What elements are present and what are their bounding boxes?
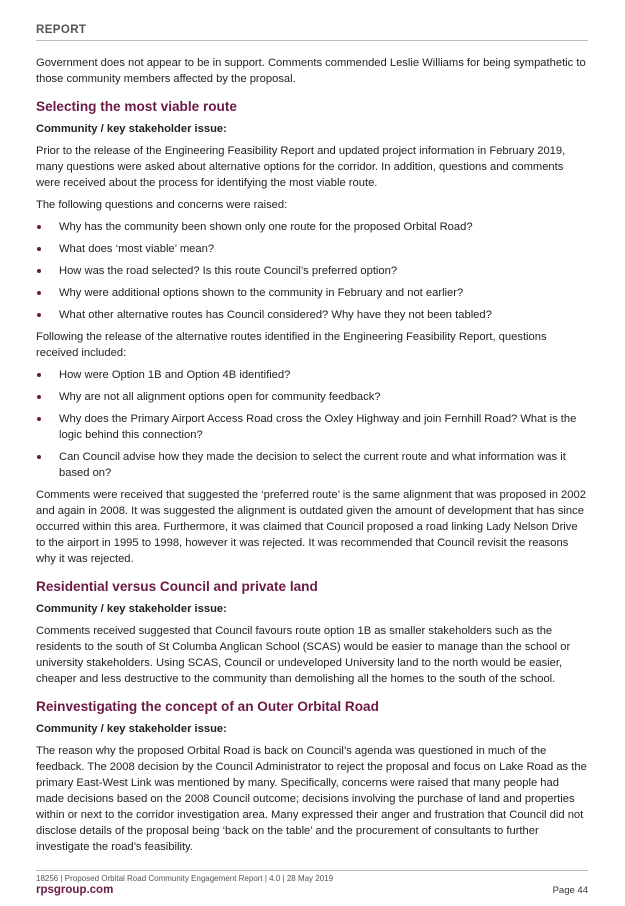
- paragraph: Following the release of the alternative routes identified in the Engineering Feasibility Report, questions received included:: [36, 331, 547, 359]
- report-page: [36, 24, 588, 861]
- question-list: [36, 219, 588, 323]
- footer-rule: [36, 870, 588, 871]
- page-number: Page 44: [552, 885, 588, 896]
- list-item: How was the road selected? Is this route Council’s preferred option?: [36, 263, 588, 279]
- list-item: Why are not all alignment options open for community feedback?: [36, 389, 588, 405]
- list-item: How were Option 1B and Option 4B identified?: [36, 367, 588, 383]
- list-item: Can Council advise how they made the decision to select the current route and what information was it based on?: [36, 449, 588, 481]
- list-item: What does ‘most viable’ mean?: [36, 241, 588, 257]
- paragraph: Prior to the release of the Engineering Feasibility Report and updated project information in February 2019, many questions were asked about alternative options for the corridor. In addition, questions and comments were received about the process for identifying the most viable route.: [36, 145, 566, 189]
- paragraph: Comments received suggested that Council favours route option 1B as smaller stakeholders such as the residents to the south of St Columba Anglican School (SCAS) would be easier to manage than the school or university stakeholders. Using SCAS, Council or undeveloped University land to the north would be easier, cheaper and less destructive to the community than demolishing all the homes to the south of the school.: [36, 625, 571, 685]
- issue-label: Community / key stakeholder issue:: [36, 723, 227, 735]
- page-footer: [36, 870, 588, 896]
- paragraph: Comments were received that suggested the ‘preferred route’ is the same alignment that was proposed in 2002 and again in 2008. It was suggested the alignment is outdated given the amount of development that has since occurred within this area. Furthermore, it was claimed that Council proposed a road linking Lady Nelson Drive to the airport in 1995 to 1998, however it was rejected. It was recommended that Council revisit the reasons why it was rejected.: [36, 489, 586, 565]
- footer-meta: 18256 | Proposed Orbital Road Community Engagement Report | 4.0 | 28 May 2019: [36, 874, 334, 883]
- section-heading-outer-orbital: Reinvestigating the concept of an Outer Orbital Road: [36, 699, 379, 714]
- issue-label: Community / key stakeholder issue:: [36, 603, 227, 615]
- paragraph: The following questions and concerns were raised:: [36, 199, 288, 211]
- footer-row: [36, 884, 588, 896]
- question-list: [36, 367, 588, 481]
- section-heading-residential-land: Residential versus Council and private land: [36, 579, 318, 594]
- list-item: Why does the Primary Airport Access Road cross the Oxley Highway and join Fernhill Road? What is the logic behind this connection?: [36, 411, 588, 443]
- list-item: Why has the community been shown only one route for the proposed Orbital Road?: [36, 219, 588, 235]
- list-item: Why were additional options shown to the community in February and not earlier?: [36, 285, 588, 301]
- paragraph: The reason why the proposed Orbital Road is back on Council’s agenda was questioned in much of the feedback. The 2008 decision by the Council Administrator to reject the proposal and focus on Lake Road as the primary East-West Link was mentioned by many. Specifically, concerns were raised that many people had made decisions based on the 2008 Council outcome; decisions involving the purchase of land and properties within or next to the corridor investigation area. Many expressed their anger and frustration that Council did not disclose details of the proposal being ‘back on the table’ and the procurement of consultants to further investigate the road’s feasibility.: [36, 745, 587, 853]
- site-link[interactable]: rpsgroup.com: [36, 884, 114, 896]
- section-heading-viable-route: Selecting the most viable route: [36, 99, 237, 114]
- intro-paragraph: Government does not appear to be in support. Comments commended Leslie Williams for being sympathetic to those community members affected by the proposal.: [36, 57, 586, 85]
- list-item: What other alternative routes has Council considered? Why have they not been tabled?: [36, 307, 588, 323]
- issue-label: Community / key stakeholder issue:: [36, 123, 227, 135]
- page-header: REPORT: [36, 24, 588, 41]
